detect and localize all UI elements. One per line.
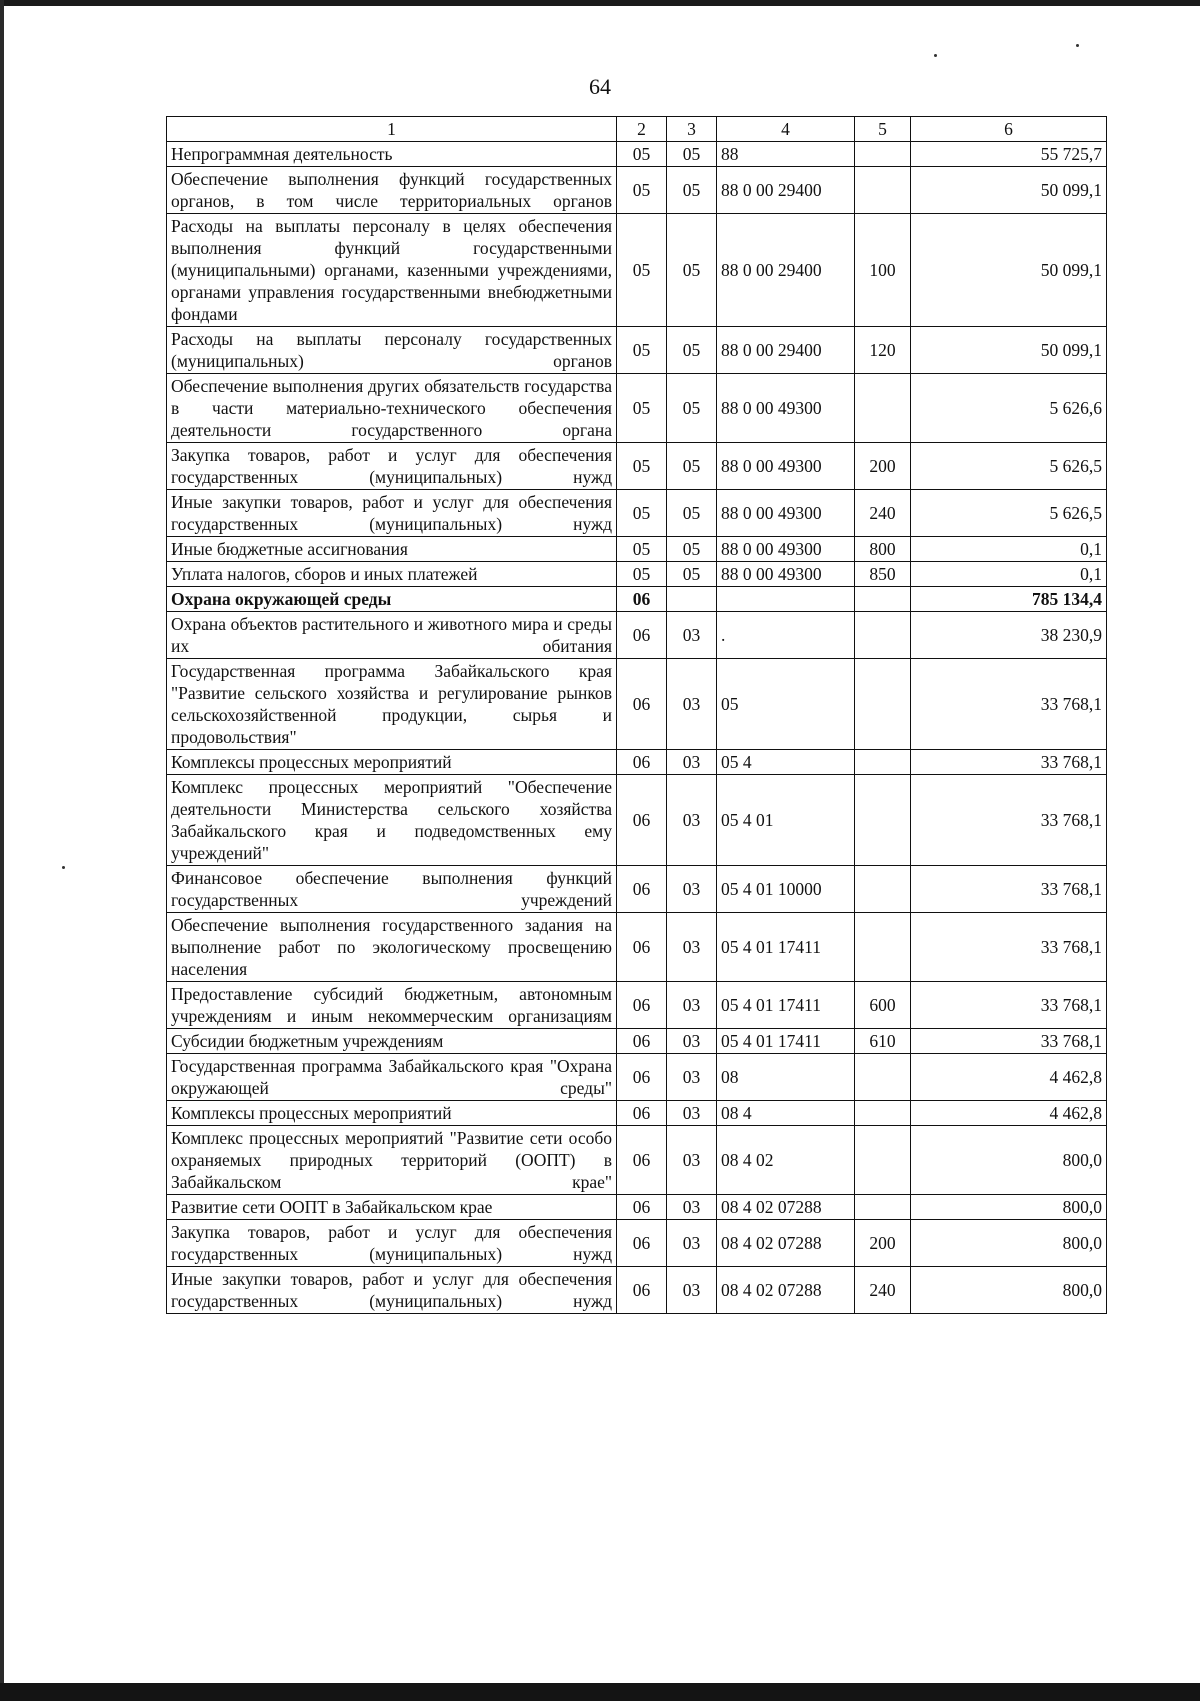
row-name-cell: Уплата налогов, сборов и иных платежей bbox=[167, 562, 617, 587]
row-name-cell: Иные закупки товаров, работ и услуг для обеспечения государственных (муниципальных) нужд bbox=[167, 1267, 617, 1314]
scan-speck bbox=[934, 54, 937, 57]
row-expense-type-cell bbox=[855, 1126, 911, 1195]
row-expense-type-cell bbox=[855, 142, 911, 167]
row-subsection-cell: 05 bbox=[667, 443, 717, 490]
row-target-code-cell: 05 4 01 17411 bbox=[717, 913, 855, 982]
row-expense-type-cell: 100 bbox=[855, 214, 911, 327]
row-amount-cell: 800,0 bbox=[911, 1267, 1107, 1314]
row-subsection-cell: 03 bbox=[667, 750, 717, 775]
row-expense-type-cell: 120 bbox=[855, 327, 911, 374]
table-row bbox=[167, 490, 1107, 537]
row-expense-type-cell: 850 bbox=[855, 562, 911, 587]
row-section-cell: 06 bbox=[617, 1126, 667, 1195]
row-section-cell: 06 bbox=[617, 1054, 667, 1101]
row-name-cell: Обеспечение выполнения государственного задания на выполнение работ по экологическому просвещению населения bbox=[167, 913, 617, 982]
row-section-cell: 05 bbox=[617, 490, 667, 537]
row-expense-type-cell bbox=[855, 775, 911, 866]
row-subsection-cell: 03 bbox=[667, 1029, 717, 1054]
row-section-cell: 05 bbox=[617, 537, 667, 562]
row-expense-type-cell: 800 bbox=[855, 537, 911, 562]
row-subsection-cell: 05 bbox=[667, 327, 717, 374]
table-row bbox=[167, 1126, 1107, 1195]
table-row bbox=[167, 1054, 1107, 1101]
row-name-cell: Непрограммная деятельность bbox=[167, 142, 617, 167]
table-row bbox=[167, 537, 1107, 562]
row-expense-type-cell bbox=[855, 1101, 911, 1126]
row-expense-type-cell: 600 bbox=[855, 982, 911, 1029]
table-row bbox=[167, 775, 1107, 866]
row-expense-type-cell: 240 bbox=[855, 1267, 911, 1314]
row-target-code-cell: 05 4 01 17411 bbox=[717, 982, 855, 1029]
row-subsection-cell: 05 bbox=[667, 142, 717, 167]
row-subsection-cell: 05 bbox=[667, 167, 717, 214]
row-amount-cell: 4 462,8 bbox=[911, 1054, 1107, 1101]
row-target-code-cell: 88 0 00 49300 bbox=[717, 562, 855, 587]
row-target-code-cell: 08 4 bbox=[717, 1101, 855, 1126]
row-subsection-cell: 03 bbox=[667, 612, 717, 659]
row-name-cell: Комплексы процессных мероприятий bbox=[167, 1101, 617, 1126]
row-amount-cell: 800,0 bbox=[911, 1126, 1107, 1195]
row-subsection-cell: 03 bbox=[667, 1267, 717, 1314]
row-name-cell: Закупка товаров, работ и услуг для обеспечения государственных (муниципальных) нужд bbox=[167, 1220, 617, 1267]
row-subsection-cell: 05 bbox=[667, 374, 717, 443]
row-name-cell: Государственная программа Забайкальского края "Развитие сельского хозяйства и регулирование рынков сельскохозяйственной продукции, сырья и продовольствия" bbox=[167, 659, 617, 750]
row-target-code-cell: 05 4 bbox=[717, 750, 855, 775]
row-amount-cell: 33 768,1 bbox=[911, 1029, 1107, 1054]
row-amount-cell: 50 099,1 bbox=[911, 167, 1107, 214]
row-name-cell: Охрана объектов растительного и животного мира и среды их обитания bbox=[167, 612, 617, 659]
row-section-cell: 06 bbox=[617, 1220, 667, 1267]
table-row bbox=[167, 913, 1107, 982]
row-expense-type-cell bbox=[855, 750, 911, 775]
row-name-cell: Предоставление субсидий бюджетным, автономным учреждениям и иным некоммерческим организациям bbox=[167, 982, 617, 1029]
row-expense-type-cell: 610 bbox=[855, 1029, 911, 1054]
row-name-cell: Иные бюджетные ассигнования bbox=[167, 537, 617, 562]
row-subsection-cell: 03 bbox=[667, 866, 717, 913]
scan-edge-left bbox=[0, 0, 4, 1701]
scan-speck bbox=[1076, 44, 1079, 47]
scan-edge-top bbox=[0, 0, 1200, 6]
row-expense-type-cell bbox=[855, 587, 911, 612]
row-target-code-cell: 88 0 00 49300 bbox=[717, 374, 855, 443]
row-target-code-cell: 05 4 01 bbox=[717, 775, 855, 866]
table-row bbox=[167, 866, 1107, 913]
row-amount-cell: 50 099,1 bbox=[911, 214, 1107, 327]
row-section-cell: 05 bbox=[617, 167, 667, 214]
row-amount-cell: 33 768,1 bbox=[911, 913, 1107, 982]
row-expense-type-cell bbox=[855, 913, 911, 982]
row-target-code-cell: 88 0 00 29400 bbox=[717, 167, 855, 214]
row-target-code-cell: 08 4 02 07288 bbox=[717, 1267, 855, 1314]
row-expense-type-cell bbox=[855, 167, 911, 214]
table-row bbox=[167, 659, 1107, 750]
row-section-cell: 05 bbox=[617, 562, 667, 587]
row-target-code-cell: 88 0 00 49300 bbox=[717, 537, 855, 562]
row-subsection-cell: 05 bbox=[667, 537, 717, 562]
scan-edge-bottom bbox=[0, 1683, 1200, 1701]
row-name-cell: Развитие сети ООПТ в Забайкальском крае bbox=[167, 1195, 617, 1220]
row-name-cell: Расходы на выплаты персоналу государственных (муниципальных) органов bbox=[167, 327, 617, 374]
row-target-code-cell: 88 0 00 29400 bbox=[717, 214, 855, 327]
row-expense-type-cell bbox=[855, 374, 911, 443]
scan-speck bbox=[62, 866, 65, 869]
row-target-code-cell: 88 bbox=[717, 142, 855, 167]
row-subsection-cell: 03 bbox=[667, 1054, 717, 1101]
header-cell: 3 bbox=[667, 117, 717, 142]
row-amount-cell: 50 099,1 bbox=[911, 327, 1107, 374]
table-row bbox=[167, 1220, 1107, 1267]
table-row bbox=[167, 612, 1107, 659]
row-target-code-cell: . bbox=[717, 612, 855, 659]
row-subsection-cell: 05 bbox=[667, 490, 717, 537]
row-expense-type-cell bbox=[855, 1195, 911, 1220]
row-name-cell: Обеспечение выполнения других обязательств государства в части материально-технического обеспечения деятельности государственного органа bbox=[167, 374, 617, 443]
row-subsection-cell: 03 bbox=[667, 982, 717, 1029]
row-amount-cell: 800,0 bbox=[911, 1195, 1107, 1220]
row-target-code-cell: 88 0 00 29400 bbox=[717, 327, 855, 374]
row-target-code-cell: 05 4 01 10000 bbox=[717, 866, 855, 913]
row-section-cell: 05 bbox=[617, 443, 667, 490]
row-subsection-cell: 05 bbox=[667, 562, 717, 587]
row-name-cell: Комплекс процессных мероприятий "Развитие сети особо охраняемых природных территорий (ООПТ) в Забайкальском крае" bbox=[167, 1126, 617, 1195]
row-subsection-cell bbox=[667, 587, 717, 612]
row-name-cell: Охрана окружающей среды bbox=[167, 587, 617, 612]
row-target-code-cell: 88 0 00 49300 bbox=[717, 490, 855, 537]
row-section-cell: 06 bbox=[617, 1101, 667, 1126]
row-name-cell: Субсидии бюджетным учреждениям bbox=[167, 1029, 617, 1054]
header-cell: 5 bbox=[855, 117, 911, 142]
row-section-cell: 06 bbox=[617, 612, 667, 659]
row-subsection-cell: 03 bbox=[667, 775, 717, 866]
row-section-cell: 06 bbox=[617, 587, 667, 612]
table-row bbox=[167, 750, 1107, 775]
row-target-code-cell bbox=[717, 587, 855, 612]
table-row bbox=[167, 374, 1107, 443]
header-cell: 6 bbox=[911, 117, 1107, 142]
row-amount-cell: 33 768,1 bbox=[911, 982, 1107, 1029]
row-name-cell: Закупка товаров, работ и услуг для обеспечения государственных (муниципальных) нужд bbox=[167, 443, 617, 490]
row-target-code-cell: 08 4 02 07288 bbox=[717, 1220, 855, 1267]
row-expense-type-cell bbox=[855, 1054, 911, 1101]
page-number: 64 bbox=[589, 74, 611, 99]
row-amount-cell: 5 626,6 bbox=[911, 374, 1107, 443]
row-section-cell: 05 bbox=[617, 327, 667, 374]
row-name-cell: Иные закупки товаров, работ и услуг для обеспечения государственных (муниципальных) нужд bbox=[167, 490, 617, 537]
row-section-cell: 06 bbox=[617, 775, 667, 866]
row-subsection-cell: 03 bbox=[667, 1195, 717, 1220]
row-amount-cell: 33 768,1 bbox=[911, 775, 1107, 866]
row-name-cell: Обеспечение выполнения функций государственных органов, в том числе территориальных органов bbox=[167, 167, 617, 214]
row-amount-cell: 785 134,4 bbox=[911, 587, 1107, 612]
row-amount-cell: 0,1 bbox=[911, 562, 1107, 587]
row-amount-cell: 800,0 bbox=[911, 1220, 1107, 1267]
row-section-cell: 06 bbox=[617, 1267, 667, 1314]
table-row bbox=[167, 1267, 1107, 1314]
header-cell: 4 bbox=[717, 117, 855, 142]
row-section-cell: 06 bbox=[617, 913, 667, 982]
header-cell: 2 bbox=[617, 117, 667, 142]
table-row bbox=[167, 142, 1107, 167]
row-subsection-cell: 03 bbox=[667, 913, 717, 982]
budget-table bbox=[166, 116, 1107, 1314]
table-row bbox=[167, 982, 1107, 1029]
table-row bbox=[167, 587, 1107, 612]
row-subsection-cell: 03 bbox=[667, 1126, 717, 1195]
row-amount-cell: 55 725,7 bbox=[911, 142, 1107, 167]
header-cell: 1 bbox=[167, 117, 617, 142]
row-amount-cell: 5 626,5 bbox=[911, 490, 1107, 537]
row-target-code-cell: 08 bbox=[717, 1054, 855, 1101]
row-amount-cell: 38 230,9 bbox=[911, 612, 1107, 659]
row-subsection-cell: 03 bbox=[667, 1101, 717, 1126]
row-name-cell: Государственная программа Забайкальского края "Охрана окружающей среды" bbox=[167, 1054, 617, 1101]
row-expense-type-cell bbox=[855, 659, 911, 750]
row-target-code-cell: 05 4 01 17411 bbox=[717, 1029, 855, 1054]
row-name-cell: Комплекс процессных мероприятий "Обеспечение деятельности Министерства сельского хозяйства Забайкальского края и подведомственных ему учреждений" bbox=[167, 775, 617, 866]
row-section-cell: 06 bbox=[617, 659, 667, 750]
row-subsection-cell: 05 bbox=[667, 214, 717, 327]
table-row bbox=[167, 1195, 1107, 1220]
row-section-cell: 05 bbox=[617, 142, 667, 167]
row-name-cell: Расходы на выплаты персоналу в целях обеспечения выполнения функций государственными (муниципальными) органами, казенными учреждениями, органами управления государственными внебюджетными фондами bbox=[167, 214, 617, 327]
table-row bbox=[167, 214, 1107, 327]
row-amount-cell: 33 768,1 bbox=[911, 659, 1107, 750]
row-expense-type-cell: 200 bbox=[855, 1220, 911, 1267]
table-header-row bbox=[167, 117, 1107, 142]
row-expense-type-cell bbox=[855, 612, 911, 659]
row-target-code-cell: 05 bbox=[717, 659, 855, 750]
row-subsection-cell: 03 bbox=[667, 659, 717, 750]
table-row bbox=[167, 1101, 1107, 1126]
row-section-cell: 06 bbox=[617, 1029, 667, 1054]
table-row bbox=[167, 562, 1107, 587]
table-row bbox=[167, 167, 1107, 214]
row-amount-cell: 4 462,8 bbox=[911, 1101, 1107, 1126]
row-section-cell: 06 bbox=[617, 982, 667, 1029]
row-expense-type-cell bbox=[855, 866, 911, 913]
row-section-cell: 06 bbox=[617, 866, 667, 913]
row-section-cell: 05 bbox=[617, 214, 667, 327]
row-subsection-cell: 03 bbox=[667, 1220, 717, 1267]
row-section-cell: 06 bbox=[617, 750, 667, 775]
row-section-cell: 05 bbox=[617, 374, 667, 443]
table-row bbox=[167, 1029, 1107, 1054]
row-target-code-cell: 08 4 02 bbox=[717, 1126, 855, 1195]
row-target-code-cell: 88 0 00 49300 bbox=[717, 443, 855, 490]
row-section-cell: 06 bbox=[617, 1195, 667, 1220]
row-name-cell: Финансовое обеспечение выполнения функций государственных учреждений bbox=[167, 866, 617, 913]
row-amount-cell: 33 768,1 bbox=[911, 866, 1107, 913]
row-amount-cell: 33 768,1 bbox=[911, 750, 1107, 775]
row-target-code-cell: 08 4 02 07288 bbox=[717, 1195, 855, 1220]
row-name-cell: Комплексы процессных мероприятий bbox=[167, 750, 617, 775]
row-amount-cell: 0,1 bbox=[911, 537, 1107, 562]
table-row bbox=[167, 443, 1107, 490]
table-row bbox=[167, 327, 1107, 374]
row-expense-type-cell: 240 bbox=[855, 490, 911, 537]
row-expense-type-cell: 200 bbox=[855, 443, 911, 490]
row-amount-cell: 5 626,5 bbox=[911, 443, 1107, 490]
